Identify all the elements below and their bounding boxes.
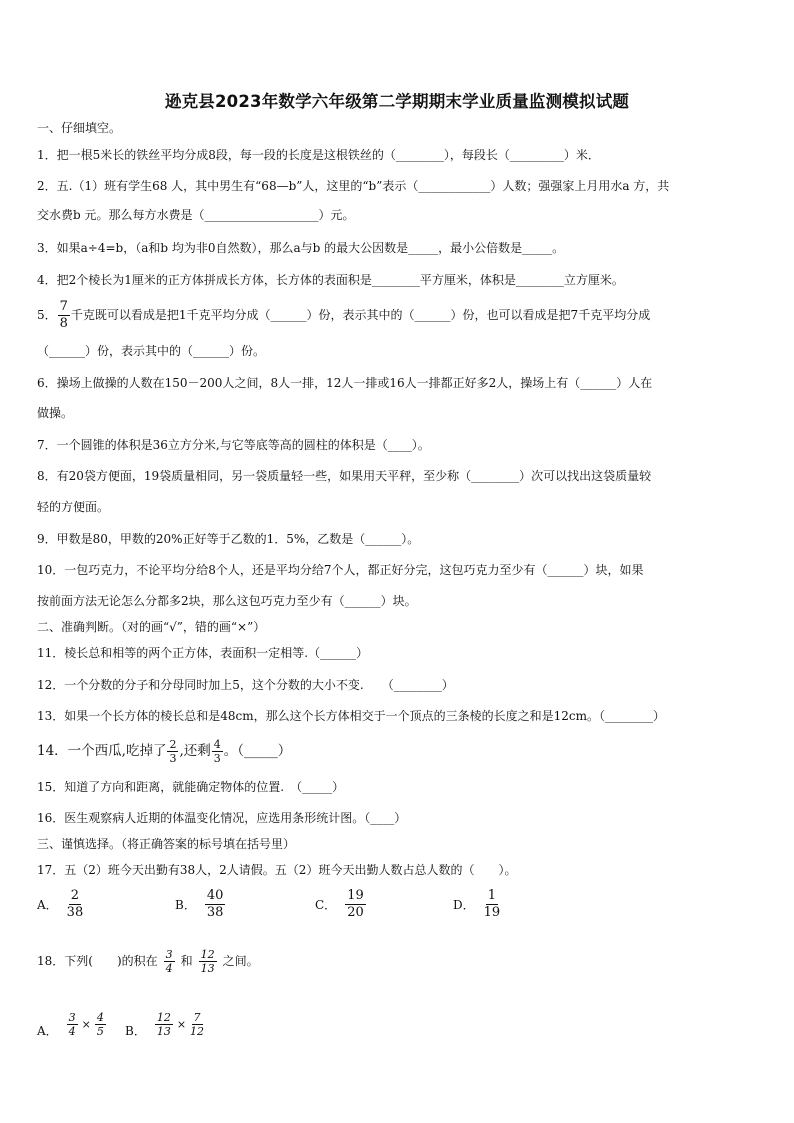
fraction-numerator: 40 [206,888,224,903]
option-fraction [484,888,501,921]
fraction-seven-eighths [58,299,70,332]
question-11: 11．棱长总和相等的两个正方体，表面积一定相等.（______） [37,646,369,660]
q17-option-d [453,888,501,921]
fraction-denominator: 12 [190,1025,205,1038]
fraction-numerator: 12 [200,947,215,961]
option-label: A． [37,1024,58,1038]
option-fraction [67,888,84,921]
times-sign: × [81,1018,91,1031]
fraction-numerator: 4 [96,1011,104,1024]
section-fill-blank: 一、仔细填空。 [37,121,122,135]
fraction-numerator: 7 [59,298,68,314]
fraction-denominator: 8 [59,315,68,331]
q17-option-c [315,888,367,921]
question-18-mid: 和 [180,954,193,968]
question-18-text: 18．下列( )的积在 [37,954,158,968]
question-17: 17．五（2）班今天出勤有38人，2人请假。五（2）班今天出勤人数占总人数的（ ）。 [37,863,517,877]
question-1: 1．把一根5米长的铁丝平均分成8段，每一段的长度是这根铁丝的（________），每段长（_________）米． [37,148,600,162]
fraction-denominator: 4 [68,1025,76,1038]
fraction-numerator: 1 [487,888,497,903]
question-4: 4．把2个棱长为1厘米的正方体拼成长方体，长方体的表面积是________平方厘米，体积是________立方厘米。 [37,273,624,287]
question-2-line-2: 交水费b 元。那么每方水费是（___________________）元。 [37,208,355,222]
q18-option-a [37,1010,107,1039]
question-6-line-1: 6．操场上做操的人数在150－200人之间，8人一排，12人一排或16人一排都正好多2人，操场上有（______）人在 [37,376,653,390]
times-sign: × [176,1018,187,1031]
option-fraction-2 [190,1011,204,1038]
fraction-numerator: 2 [169,737,177,751]
fraction-numerator: 19 [347,888,364,903]
fraction-denominator: 20 [347,905,364,920]
option-label: B． [175,898,196,912]
option-label: B． [125,1024,146,1038]
fraction-denominator: 13 [200,961,215,975]
q18-option-b [125,1010,205,1039]
option-fraction [345,888,366,921]
question-14-text: 14．一个西瓜,吃掉了 [37,743,167,759]
question-10-line-1: 10．一包巧克力，不论平均分给8个人，还是平均分给7个人，都正好分完，这包巧克力至少有（______）块，如果 [37,563,644,577]
question-5-text: 千克既可以看成是把1千克平均分成（______）份，表示其中的（______）份，也可以看成是把7千克平均分成 [70,308,651,322]
fraction-numerator: 4 [213,737,221,751]
fraction-denominator: 4 [165,961,173,975]
fraction-denominator: 38 [66,905,84,920]
option-label: A． [37,898,58,912]
option-label: D． [453,898,475,912]
question-8-line-1: 8．有20袋方便面，19袋质量相同，另一袋质量轻一些，如果用天平秤，至少称（________）次可以找出这袋质量较 [37,469,652,483]
section-true-false: 二、准确判断。（对的画“√”，错的画“×”） [37,620,266,634]
section-multiple-choice: 三、谨慎选择。（将正确答案的标号填在括号里） [37,837,296,851]
question-16: 16．医生观察病人近期的体温变化情况，应选用条形统计图。（____） [37,811,407,825]
question-14-mid: ,还剩 [179,743,211,759]
question-5-line-2: （______）份，表示其中的（______）份。 [37,344,266,358]
fraction-denominator: 3 [169,751,177,765]
question-15: 15．知道了方向和距离，就能确定物体的位置. （_____） [37,780,345,794]
fraction-numerator: 7 [193,1011,201,1024]
option-fraction-2 [95,1011,106,1038]
fraction-denominator: 3 [213,751,221,765]
fraction-three-quarters [164,948,175,975]
question-13: 13．如果一个长方体的棱长总和是48cm，那么这个长方体相交于一个顶点的三条棱的长度之和是12cm。（________） [37,709,666,723]
question-5-number: 5． [37,308,57,322]
question-7: 7．一个圆锥的体积是36立方分米,与它等底等高的圆柱的体积是（____）。 [37,438,430,452]
fraction-numerator: 2 [70,888,80,903]
fraction-two-thirds [167,738,178,765]
option-fraction [205,888,226,921]
option-fraction-1 [67,1011,78,1038]
fraction-numerator: 3 [68,1011,76,1024]
question-8-line-2: 轻的方便面。 [37,500,110,514]
question-9: 9．甲数是80，甲数的20%正好等于乙数的1．5%，乙数是（______）。 [37,532,420,546]
question-14-end: 。（_____） [223,743,292,759]
question-10-line-2: 按前面方法无论怎么分都多2块，那么这包巧克力至少有（______）块。 [37,594,417,608]
fraction-numerator: 3 [165,947,173,961]
question-14 [37,736,291,766]
question-3: 3．如果a÷4=b，（a和b 均为非0自然数），那么a与b 的最大公因数是_____，最小公倍数是_____。 [37,241,565,255]
q17-option-b [175,888,226,921]
question-18 [37,940,259,982]
option-label: C． [315,898,337,912]
fraction-denominator: 38 [206,905,224,920]
fraction-four-thirds [212,738,223,765]
page-title: 逊克县2023年数学六年级第二学期期末学业质量监测模拟试题 [164,92,630,111]
option-fraction-1 [155,1011,173,1038]
fraction-numerator: 12 [156,1011,171,1024]
question-2-line-1: 2．五.（1）班有学生68 人，其中男生有“68—b”人，这里的“b”表示（____________）人数；强强家上月用水a 方，共 [37,179,670,193]
fraction-denominator: 5 [96,1025,104,1038]
fraction-denominator: 13 [156,1025,171,1038]
question-6-line-2: 做操。 [37,406,74,420]
fraction-twelve-thirteenths [199,948,217,975]
q17-option-a [37,888,84,921]
question-18-end: 之间。 [222,954,259,968]
question-5-line-1 [37,298,650,332]
fraction-denominator: 19 [483,905,501,920]
question-12: 12．一个分数的分子和分母同时加上5，这个分数的大小不变. （________） [37,678,454,692]
